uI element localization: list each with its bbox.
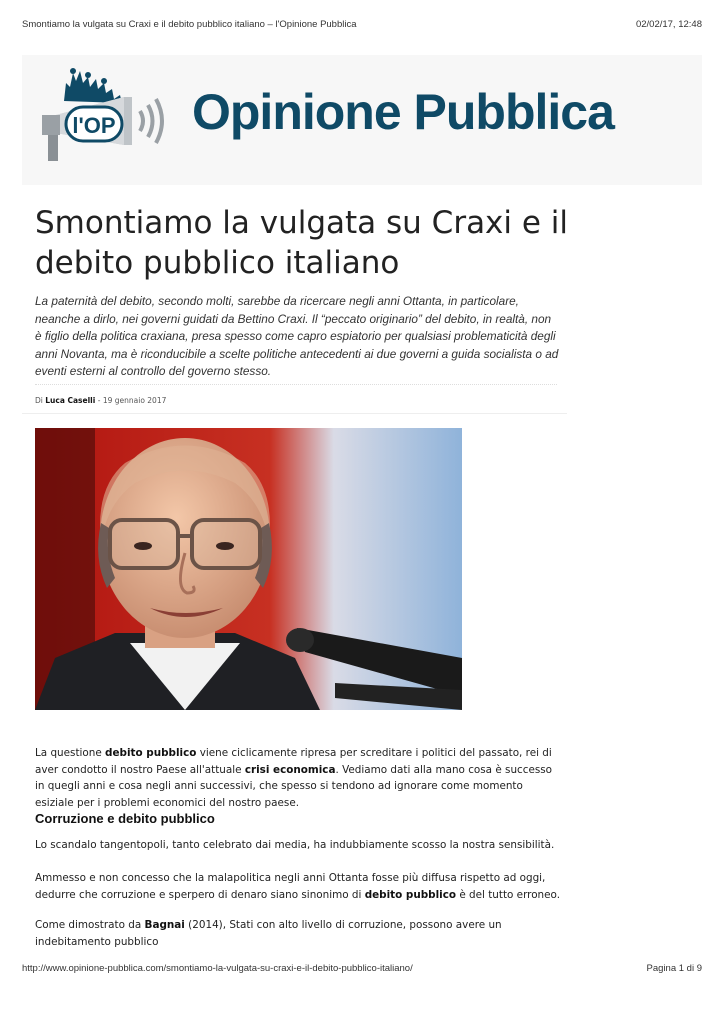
body-paragraph [35,917,560,950]
print-url: http://www.opinione-pubblica.com/smontiamo-la-vulgata-su-craxi-e-il-debito-pubblico-italiano/ [22,963,413,974]
paragraph-text: La questione [35,747,106,759]
keyword-link[interactable]: debito pubblico [105,747,197,759]
keyword-link[interactable]: crisi economica [244,763,336,776]
article-date: 19 gennaio 2017 [102,396,167,405]
divider [22,413,567,414]
paragraph-text: è del tutto erroneo. [456,888,561,901]
print-page-title: Smontiamo la vulgata su Craxi e il debito pubblico italiano – l'Opinione Pubblica [22,19,357,30]
section-heading: Corruzione e debito pubblico [35,811,215,826]
paragraph-text: (2014), Stati con alto livello di corruzione, possono avere un indebitamento pubblico [35,919,502,948]
article-hero-image [35,428,462,710]
print-datetime: 02/02/17, 12:48 [635,19,702,30]
byline-separator: - [97,396,101,405]
site-wordmark: Opinione Pubblica [192,84,614,140]
megaphone-logo-icon [36,63,170,163]
paragraph-text: Come dimostrato da [35,919,145,931]
print-header [22,19,702,30]
keyword-link[interactable]: Bagnai [144,919,185,931]
logo-letters: l'OP [72,113,116,138]
divider [35,384,557,385]
portrait-image [35,428,462,710]
paragraph-text: viene ciclicamente ripresa per screditare i politici del passato, rei di aver condotto il nostro Paese all'attuale [35,747,552,776]
byline-prefix: Di [35,396,43,405]
paragraph-text: Ammesso e non concesso che la malapolitica negli anni Ottanta fosse più diffusa rispetto ad oggi, dedurre che corruzione e sperpero di denaro siano sinonimo di [35,872,546,901]
body-paragraph [35,745,560,811]
site-banner[interactable] [22,55,702,185]
keyword-link[interactable]: debito pubblico [364,888,457,901]
byline [35,396,166,405]
article-title: Smontiamo la vulgata su Craxi e il debito pubblico italiano [35,205,569,281]
body-paragraph: Lo scandalo tangentopoli, tanto celebrato dai media, ha indubbiamente scosso la nostra sensibilità. [35,839,555,851]
body-paragraph [35,870,560,903]
author-link[interactable]: Luca Caselli [45,396,96,405]
article-subtitle: La paternità del debito, secondo molti, sarebbe da ricercare negli anni Ottanta, in particolare, neanche a dirlo, nei governi guidati da Bettino Craxi. Il “peccato originario” del debito, in realtà, non è figlio della politica craxiana, presa spesso come capro espiatorio per qualsiasi problematicità degli anni Novanta, ma è riconducibile a scelte politiche antecedenti ai due governi a guida socialista o ad eventi esterni al controllo del governo stesso. [35,294,559,378]
print-footer [22,963,702,974]
paragraph-text: . Vediamo dati alla mano cosa è successo in quegli anni e cosa negli anni successivi, che spesso si tendono ad ignorare come momento esiziale per i problemi economici del nostro paese. [35,763,553,809]
print-page-number: Pagina 1 di 9 [646,963,702,974]
